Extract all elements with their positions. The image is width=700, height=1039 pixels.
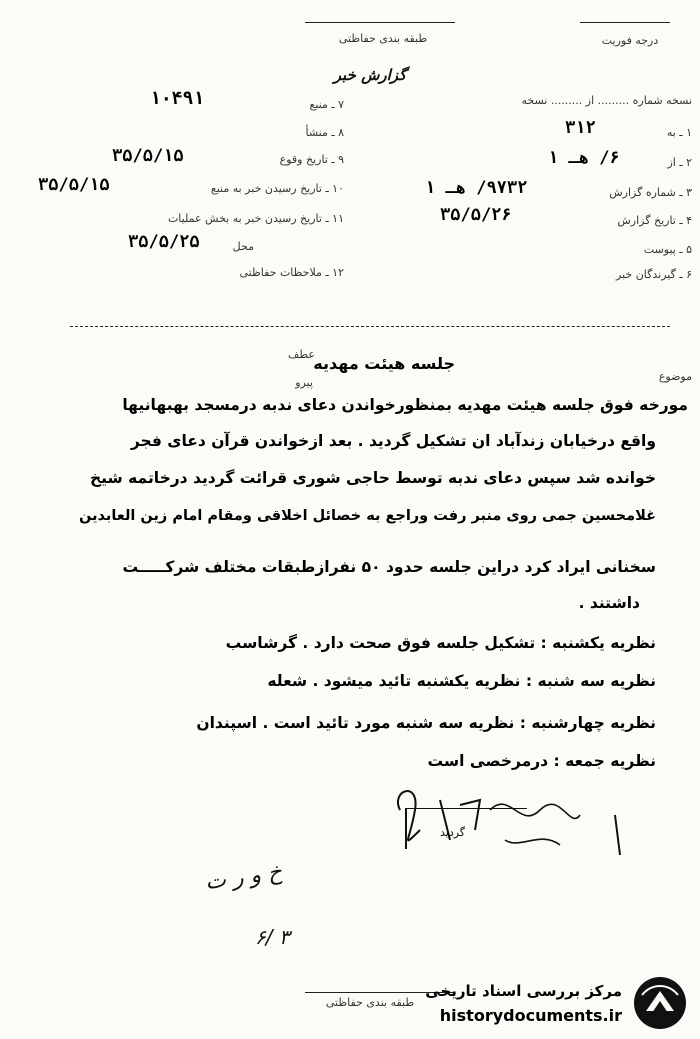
report-date-value: ۳۵/۵/۲۶	[440, 205, 512, 225]
body-line: خوانده شد سپس دعای ندبه توسط حاجی شوری قرائت گردید درخاتمه شیخ	[90, 469, 656, 487]
body-line: واقع درخیابان زندآباد ان تشکیل گردید . بعد ازخواندن قرآن دعای فجر	[130, 432, 656, 450]
from-value: ۶/ هـ ۱	[548, 148, 620, 168]
report-date-label: ۴ ـ تاریخ گزارش	[617, 214, 692, 227]
from-label: ۲ ـ از	[667, 156, 692, 169]
separator-dashed	[70, 326, 670, 327]
recipients-label: ۶ ـ گیرندگان خبر	[616, 268, 692, 281]
report-number-value: ۹۷۳۲/ هـ ۱	[425, 178, 528, 198]
report-number-label: ۳ ـ شماره گزارش	[609, 186, 692, 199]
occurrence-date-label: ۹ ـ تاریخ وقوع	[279, 153, 344, 166]
to-label: ۱ ـ به	[666, 126, 692, 139]
opinion-line: نظریه سه شنبه : نظریه یکشنبه تائید میشود . شعله	[267, 672, 656, 690]
follow-up-label: پیرو	[295, 376, 313, 389]
header-priority: درجه فوریت	[601, 34, 659, 47]
to-value: ۳۱۲	[565, 118, 596, 138]
body-line: سخنانی ایراد کرد دراین جلسه حدود ۵۰ نفرازطبقات مختلف شرکـــــت	[122, 558, 656, 576]
body-line: مورخه فوق جلسه هیئت مهدیه بمنظورخواندن دعای ندبه درمسجد بهبهانیها	[122, 396, 688, 414]
reference-label: عطف	[288, 348, 315, 361]
source-label: ۷ ـ منبع	[309, 98, 344, 111]
header-line-right	[580, 22, 670, 23]
footer-classification: طبقه بندی حفاظتی	[325, 996, 415, 1009]
origin-label: ۸ ـ منشأ	[305, 126, 344, 139]
body-line: داشتند .	[578, 594, 640, 612]
body-line: غلامحسین جمی روی منبر رفت وراجع به خصائل اخلاقی ومقام امام زین العابدین	[79, 508, 656, 524]
opinion-line: نظریه یکشنبه : تشکیل جلسه فوق صحت دارد . گرشاسب	[225, 634, 656, 652]
signature-scribble	[380, 770, 630, 880]
page-title: گزارش خبر	[333, 66, 407, 84]
occurrence-date-value: ۳۵/۵/۱۵	[112, 146, 184, 166]
news-received-label: ۱۰ ـ تاریخ رسیدن خبر به منبع	[210, 182, 344, 195]
news-received-value: ۳۵/۵/۱۵	[38, 175, 110, 195]
subject-label: موضوع	[658, 370, 692, 383]
security-notes-label: ۱۲ ـ ملاحظات حفاظتی	[239, 266, 344, 279]
logo-icon	[632, 975, 688, 1031]
handwritten-note: خ و ر ت	[203, 859, 284, 896]
stamp-text: گردید	[440, 826, 466, 839]
handwritten-number: ۶/ ۳	[255, 925, 290, 949]
watermark-url: historydocuments.ir	[439, 1006, 622, 1025]
watermark-title: مرکز بررسی اسناد تاریخی	[425, 982, 622, 1000]
header-classification: طبقه بندی حفاظتی	[338, 32, 428, 45]
location-label: محل	[232, 240, 254, 253]
header-line-left	[305, 22, 455, 23]
operations-date-label: ۱۱ ـ تاریخ رسیدن خبر به بخش عملیات	[167, 212, 344, 225]
opinion-line: نظریه جمعه : درمرخصی است	[427, 752, 656, 770]
attachment-label: ۵ ـ پیوست	[643, 243, 692, 256]
location-value: ۳۵/۵/۲۵	[128, 232, 200, 252]
subject-text: جلسه هیئت مهدیه	[313, 354, 455, 373]
source-value: ۱۰۴۹۱	[150, 88, 205, 109]
opinion-line: نظریه چهارشنبه : نظریه سه شنبه مورد تائید است . اسپندان	[196, 714, 656, 732]
copy-number-label: نسخه شماره ......... از ......... نسخه	[521, 94, 692, 107]
